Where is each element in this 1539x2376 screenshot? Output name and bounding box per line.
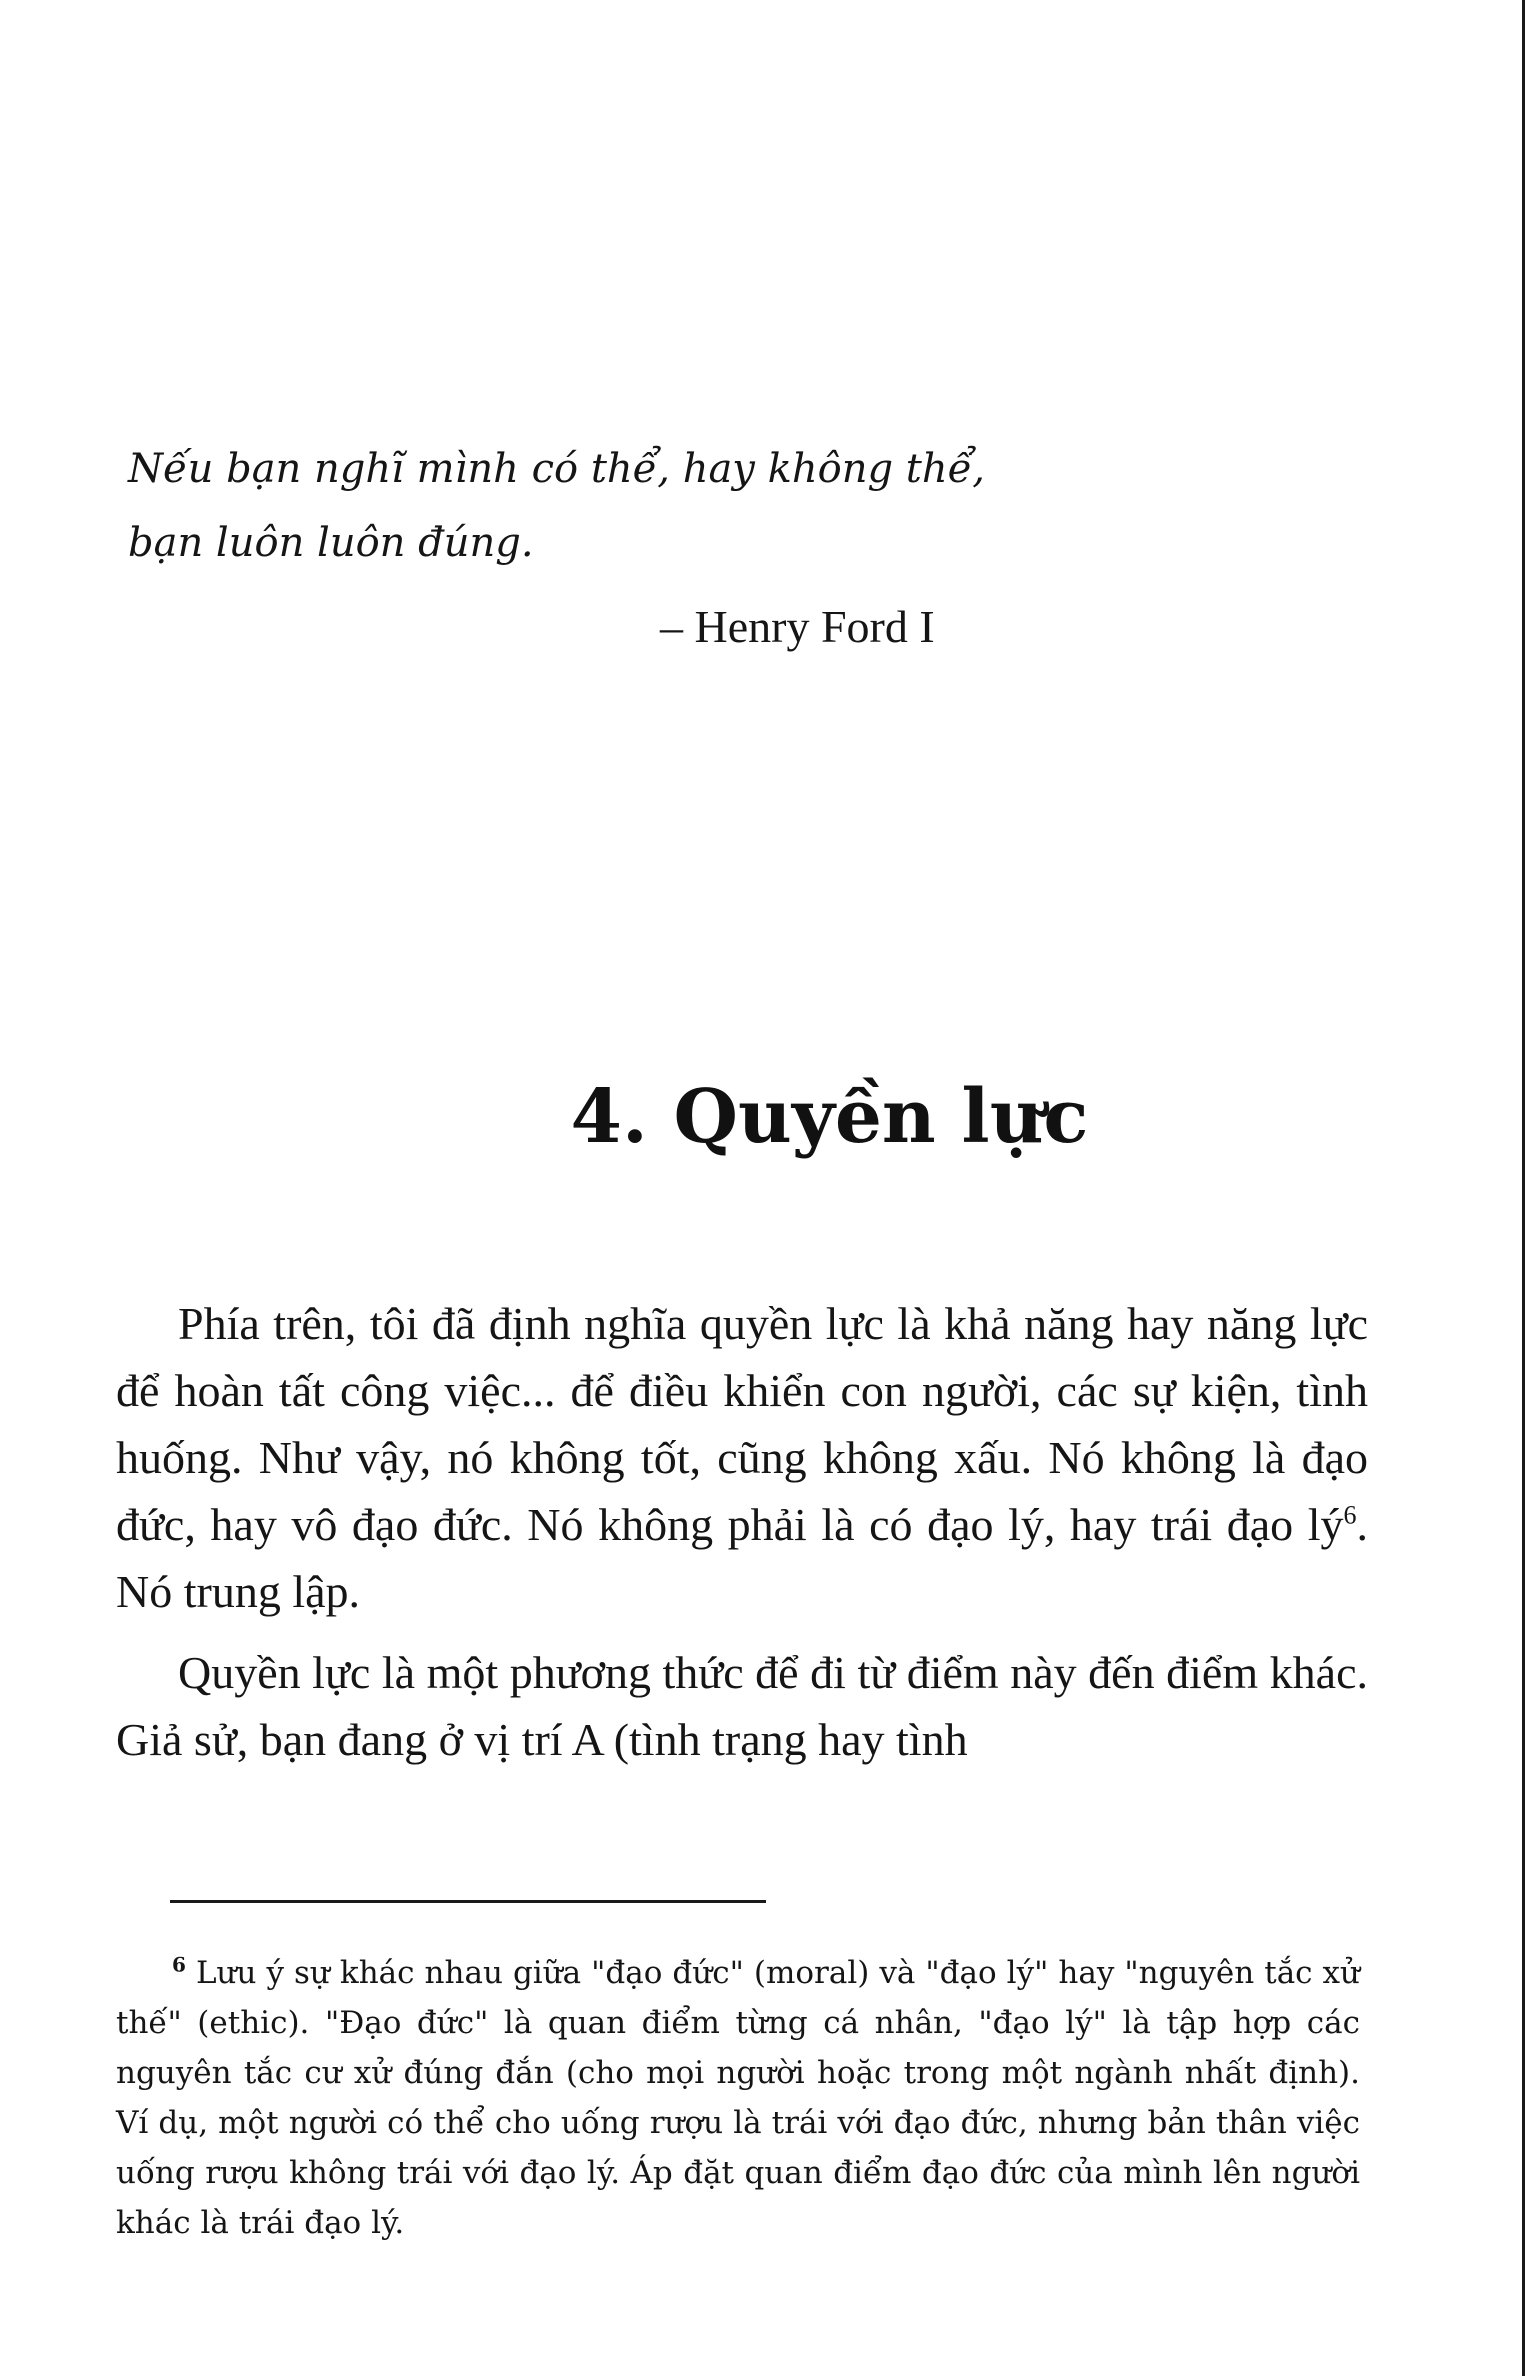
paragraph-2	[116, 1639, 1368, 1773]
footnote-reference[interactable]: 6	[1343, 1500, 1357, 1530]
footnote-separator	[170, 1900, 766, 1903]
paragraph-2-text: Quyền lực là một phương thức để đi từ điểm này đến điểm khác. Giả sử, bạn đang ở vị trí A (tình trạng hay tình	[116, 1647, 1368, 1765]
epigraph-quote	[128, 432, 1028, 580]
footnote-text: Lưu ý sự khác nhau giữa "đạo đức" (moral) và "đạo lý" hay "nguyên tắc xử thế" (ethic). "Đạo đức" là quan điểm từng cá nhân, "đạo lý" là tập hợp các nguyên tắc cư xử đúng đắn (cho mọi người hoặc trong một ngành nhất định). Ví dụ, một người có thể cho uống rượu là trái với đạo đức, nhưng bản thân việc uống rượu không trái với đạo lý. Áp đặt quan điểm đạo đức của mình lên người khác là trái đạo lý.	[116, 1955, 1361, 2241]
chapter-heading	[0, 1062, 1539, 1172]
chapter-title: 4. Quyền lực	[570, 1074, 1089, 1160]
paragraph-1	[116, 1290, 1368, 1625]
page-edge-line	[1522, 0, 1525, 2376]
epigraph-line-1: Nếu bạn nghĩ mình có thể, hay không thể,	[128, 446, 985, 492]
body-text	[116, 1290, 1368, 1787]
paragraph-1-tail: . Nó trung lập.	[116, 1499, 1368, 1617]
footnote-number: 6	[172, 1952, 186, 1977]
paragraph-1-text: Phía trên, tôi đã định nghĩa quyền lực là khả năng hay năng lực để hoàn tất công việc... để điều khiển con người, các sự kiện, tình huống. Như vậy, nó không tốt, cũng không xấu. Nó không là đạo đức, hay vô đạo đức. Nó không phải là có đạo lý, hay trái đạo lý	[116, 1298, 1368, 1550]
epigraph-line-2: bạn luôn luôn đúng.	[128, 520, 534, 566]
epigraph-attribution: – Henry Ford I	[660, 601, 935, 652]
footnote	[116, 1948, 1360, 2248]
